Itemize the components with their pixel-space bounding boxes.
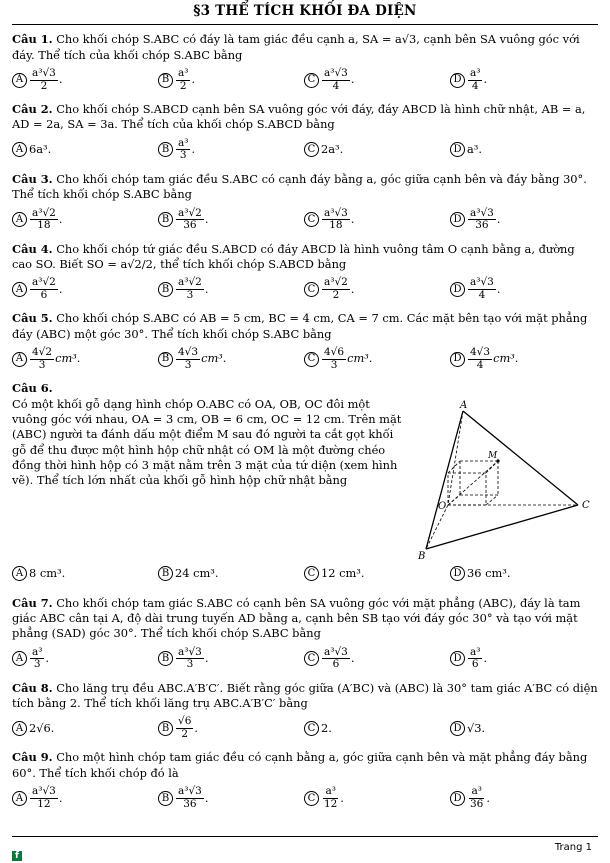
answer-option-a[interactable] <box>12 277 158 301</box>
answer-option-d[interactable] <box>450 566 596 581</box>
fraction-numerator: a³√2 <box>324 276 348 289</box>
option-value: 24 cm³. <box>175 565 219 580</box>
option-letter-circle: B <box>158 212 173 227</box>
answer-option-a[interactable] <box>12 142 158 157</box>
option-letter-circle: A <box>12 566 27 581</box>
question-9 <box>12 750 598 813</box>
fraction-numerator: a³√3 <box>470 276 494 289</box>
option-letter-circle: B <box>158 566 173 581</box>
option-suffix: . <box>496 281 501 296</box>
option-letter-circle: A <box>12 212 27 227</box>
question-body-with-figure <box>12 396 598 562</box>
question-head: Câu 5. <box>12 311 53 326</box>
option-suffix: . <box>58 211 63 226</box>
option-fraction <box>468 647 482 671</box>
question-8 <box>12 681 598 744</box>
option-suffix: . <box>204 281 209 296</box>
answer-options <box>12 783 598 813</box>
question-text: Cho khối chóp S.ABC có AB = 5 cm, BC = 4 cm, CA = 7 cm. Các mặt bên tạo với mặt phẳng đáy (ABC) một góc 30°. Thể tích khối chóp S.ABC bằng <box>12 311 588 341</box>
answer-option-b[interactable] <box>158 208 304 232</box>
fraction-numerator: a³ <box>178 66 189 79</box>
fraction-denominator: 12 <box>37 797 51 810</box>
option-suffix: cm³. <box>201 351 227 366</box>
fraction-denominator: 4 <box>476 358 484 371</box>
answer-option-a[interactable] <box>12 566 158 581</box>
answer-option-c[interactable] <box>304 68 450 92</box>
fraction-denominator: 36 <box>183 797 197 810</box>
question-head: Câu 1. <box>12 32 53 47</box>
fraction-denominator: 3 <box>186 288 194 301</box>
fraction-numerator: a³√3 <box>178 645 202 658</box>
fraction-denominator: 2 <box>179 79 187 92</box>
fraction-numerator: a³ <box>325 785 336 798</box>
fraction-denominator: 36 <box>475 219 489 232</box>
answer-options <box>12 135 598 165</box>
fraction-denominator: 3 <box>33 658 41 671</box>
fraction-denominator: 6 <box>471 658 479 671</box>
option-value: a³. <box>467 142 482 157</box>
option-value: 36 cm³. <box>467 565 511 580</box>
answer-options <box>12 65 598 95</box>
option-letter-circle: D <box>450 282 465 297</box>
fraction-numerator: a³√3 <box>324 66 348 79</box>
answer-option-c[interactable] <box>304 786 450 810</box>
fraction-numerator: a³√3 <box>178 785 202 798</box>
answer-option-a[interactable] <box>12 721 158 736</box>
option-letter-circle: D <box>450 142 465 157</box>
question-text: Cho khối chóp tứ giác đều S.ABCD có đáy ABCD là hình vuông tâm O cạnh bằng a, đường cao SO. Biết SO = a√2/2, thể tích khối chóp S.ABCD bằng <box>12 241 575 271</box>
answer-option-a[interactable] <box>12 786 158 810</box>
fraction-numerator: 4√2 <box>32 346 53 359</box>
fraction-denominator: 6 <box>332 658 340 671</box>
fraction-numerator: 4√3 <box>470 346 491 359</box>
question-stem <box>12 242 598 273</box>
answer-option-d[interactable] <box>450 277 596 301</box>
answer-option-b[interactable] <box>158 786 304 810</box>
question-4 <box>12 242 598 305</box>
figure-label-c: C <box>582 499 590 511</box>
option-fraction <box>176 208 204 232</box>
answer-option-c[interactable] <box>304 647 450 671</box>
option-letter-circle: A <box>12 142 27 157</box>
option-letter-circle: B <box>158 352 173 367</box>
question-head: Câu 2. <box>12 102 53 116</box>
option-suffix: . <box>58 72 63 87</box>
option-letter-circle: D <box>450 651 465 666</box>
option-fraction <box>176 138 190 162</box>
fraction-denominator: 2 <box>181 727 189 740</box>
question-text: Cho khối chóp tam giác đều S.ABC có cạnh đáy bằng a, góc giữa cạnh bên và đáy bằng 30°. Thể tích khối chóp S.ABC bằng <box>12 171 587 202</box>
option-letter-circle: C <box>304 566 319 581</box>
option-value: 12 cm³. <box>321 565 365 580</box>
fraction-numerator: a³ <box>470 645 481 658</box>
question-head: Câu 4. <box>12 241 53 256</box>
option-fraction <box>176 347 200 371</box>
answer-option-a[interactable] <box>12 68 158 92</box>
question-6 <box>12 381 598 588</box>
fraction-numerator: a³√3 <box>324 645 348 658</box>
option-suffix: . <box>486 790 490 805</box>
option-value: √3. <box>467 720 486 735</box>
option-fraction <box>322 68 350 92</box>
option-fraction <box>30 277 58 301</box>
answer-option-c[interactable] <box>304 277 450 301</box>
option-suffix: . <box>496 211 501 226</box>
option-letter-circle: A <box>12 791 27 806</box>
option-letter-circle: B <box>158 791 173 806</box>
fraction-numerator: a³√3 <box>324 206 348 219</box>
option-fraction <box>468 68 482 92</box>
page-number: Trang 1 <box>554 842 592 853</box>
option-letter-circle: D <box>450 73 465 88</box>
question-head: Câu 3. <box>12 171 53 186</box>
fraction-denominator: 18 <box>37 219 51 232</box>
option-suffix: . <box>58 790 63 805</box>
option-fraction <box>176 647 204 671</box>
option-fraction <box>30 786 58 810</box>
fraction-numerator: a³√3 <box>470 206 494 219</box>
fraction-numerator: a³ <box>178 136 189 149</box>
option-letter-circle: A <box>12 73 27 88</box>
option-suffix: . <box>194 720 198 735</box>
page-footer <box>12 836 598 861</box>
answer-option-d[interactable] <box>450 347 596 371</box>
answer-options <box>12 205 598 235</box>
option-suffix: . <box>191 72 196 87</box>
question-stem <box>12 102 598 133</box>
answer-options <box>12 644 598 674</box>
document-page <box>12 0 598 813</box>
option-fraction <box>468 347 492 371</box>
option-suffix: cm³. <box>347 351 373 366</box>
fraction-numerator: a³√3 <box>32 66 56 79</box>
option-fraction <box>468 786 485 810</box>
fraction-numerator: a³√3 <box>32 785 56 798</box>
option-letter-circle: D <box>450 721 465 736</box>
question-stem <box>12 172 598 203</box>
fraction-numerator: a³√2 <box>32 206 56 219</box>
answer-option-b[interactable] <box>158 647 304 671</box>
figure-container <box>408 397 598 562</box>
question-head: Câu 7. <box>12 595 53 610</box>
option-letter-circle: B <box>158 142 173 157</box>
question-text: Cho khối chóp tam giác S.ABC có cạnh bên SA vuông góc với mặt phẳng (ABC), đáy là tam giác ABC cân tại A, độ dài trung tuyến AD bằng a, cạnh bên SB tạo với đáy góc 30° và tạo với mặt phẳng (SAD) góc 30°. Thể tích khối chóp S.ABC bằng <box>12 595 581 641</box>
question-1 <box>12 32 598 95</box>
option-letter-circle: D <box>450 791 465 806</box>
question-7 <box>12 596 598 674</box>
answer-options <box>12 559 598 589</box>
option-fraction <box>176 786 204 810</box>
answer-option-d[interactable] <box>450 68 596 92</box>
question-text: Có một khối gỗ dạng hình chóp O.ABC có OA, OB, OC đôi một vuông góc với nhau, OA = 3 cm, OB = 6 cm, OC = 12 cm. Trên mặt (ABC) người ta đánh dấu một điểm M sau đó người ta cắt gọt khối gỗ để thu được một hình hộp chữ nhật có OM là một đường chéo đồng thời hình hộp có 3 mặt nằm trên 3 mặt của tứ diện (xem hình vẽ). Thể tích lớn nhất của khối gỗ hình hộp chữ nhật bằng <box>12 396 402 488</box>
question-head: Câu 8. <box>12 680 53 695</box>
option-value: 2a³. <box>321 142 344 157</box>
option-value: 2. <box>321 720 332 735</box>
fraction-denominator: 2 <box>332 288 340 301</box>
option-suffix: . <box>45 650 50 665</box>
fraction-denominator: 18 <box>329 219 343 232</box>
question-stem <box>12 681 598 712</box>
question-stem <box>12 750 598 781</box>
option-fraction <box>30 347 54 371</box>
answer-option-d[interactable] <box>450 786 596 810</box>
option-suffix: . <box>350 72 355 87</box>
answer-option-c[interactable] <box>304 721 450 736</box>
fraction-denominator: 3 <box>186 658 194 671</box>
option-suffix: . <box>204 790 209 805</box>
question-5 <box>12 311 598 374</box>
figure-label-a: A <box>460 399 468 411</box>
option-fraction <box>176 716 193 740</box>
answer-option-b[interactable] <box>158 138 304 162</box>
answer-option-d[interactable] <box>450 647 596 671</box>
answer-options <box>12 344 598 374</box>
question-3 <box>12 172 598 235</box>
figure-label-b: B <box>418 550 426 562</box>
option-letter-circle: B <box>158 651 173 666</box>
answer-option-d[interactable] <box>450 208 596 232</box>
fraction-numerator: a³√2 <box>178 206 202 219</box>
fraction-numerator: 4√3 <box>178 346 199 359</box>
question-list <box>12 32 598 813</box>
answer-option-d[interactable] <box>450 142 596 157</box>
option-suffix: cm³. <box>493 351 519 366</box>
option-fraction <box>30 68 58 92</box>
fraction-denominator: 4 <box>471 79 479 92</box>
page-title: §3 THỂ TÍCH KHỐI ĐA DIỆN <box>193 3 417 19</box>
answer-option-c[interactable] <box>304 347 450 371</box>
option-suffix: . <box>58 281 63 296</box>
fraction-denominator: 12 <box>324 797 338 810</box>
option-fraction <box>176 277 204 301</box>
fraction-numerator: a³√2 <box>178 276 202 289</box>
answer-option-b[interactable] <box>158 566 304 581</box>
option-letter-circle: C <box>304 73 319 88</box>
option-letter-circle: A <box>12 721 27 736</box>
question-stem <box>12 311 598 342</box>
fraction-denominator: 4 <box>332 79 340 92</box>
answer-options <box>12 274 598 304</box>
fraction-denominator: 3 <box>330 358 338 371</box>
fraction-denominator: 36 <box>470 797 484 810</box>
option-suffix: . <box>204 650 209 665</box>
question-stem <box>12 596 598 642</box>
question-text: Cho khối chóp S.ABCD cạnh bên SA vuông góc với đáy, đáy ABCD là hình chữ nhật, AB = a, AD = 2a, SA = 3a. Thể tích của khối chóp S.ABCD bằng <box>12 102 586 132</box>
answer-options <box>12 713 598 743</box>
option-fraction <box>468 208 496 232</box>
option-suffix: . <box>483 72 488 87</box>
answer-option-b[interactable] <box>158 277 304 301</box>
question-2 <box>12 102 598 165</box>
option-suffix: . <box>350 650 355 665</box>
option-suffix: . <box>204 211 209 226</box>
option-letter-circle: C <box>304 352 319 367</box>
tetrahedron-figure <box>408 397 598 562</box>
question-head: Câu 6. <box>12 381 53 396</box>
option-letter-circle: C <box>304 791 319 806</box>
fraction-denominator: 2 <box>40 79 48 92</box>
option-value: 8 cm³. <box>29 565 66 580</box>
option-fraction <box>176 68 190 92</box>
option-letter-circle: C <box>304 282 319 297</box>
option-letter-circle: B <box>158 282 173 297</box>
option-suffix: cm³. <box>55 351 81 366</box>
question-text: Cho khối chóp S.ABC có đáy là tam giác đều cạnh a, SA = a√3, cạnh bên SA vuông góc với đáy. Thể tích của khối chóp S.ABC bằng <box>12 32 580 62</box>
option-letter-circle: C <box>304 721 319 736</box>
option-fraction <box>468 277 496 301</box>
fraction-denominator: 3 <box>179 149 187 162</box>
answer-option-c[interactable] <box>304 566 450 581</box>
answer-option-c[interactable] <box>304 142 450 157</box>
fraction-denominator: 4 <box>478 288 486 301</box>
option-fraction <box>322 208 350 232</box>
option-letter-circle: C <box>304 142 319 157</box>
option-letter-circle: D <box>450 352 465 367</box>
answer-option-a[interactable] <box>12 647 158 671</box>
option-value: 2√6. <box>29 720 55 735</box>
fraction-numerator: √6 <box>178 715 192 728</box>
option-letter-circle: A <box>12 651 27 666</box>
answer-option-c[interactable] <box>304 208 450 232</box>
question-head: Câu 9. <box>12 750 53 765</box>
fraction-numerator: a³ <box>32 645 43 658</box>
figure-label-o: O <box>438 500 447 512</box>
option-fraction <box>322 786 339 810</box>
question-stem <box>12 32 598 63</box>
option-fraction <box>30 647 44 671</box>
option-letter-circle: C <box>304 651 319 666</box>
fraction-denominator: 6 <box>40 288 48 301</box>
fraction-denominator: 3 <box>38 358 46 371</box>
question-text: Cho lăng trụ đều ABC.A′B′C′. Biết rằng góc giữa (A′BC) và (ABC) là 30° tam giác A′BC có diện tích bằng 2. Thể tích khối lăng trụ ABC.A′B′C′ bằng <box>12 680 598 711</box>
fraction-numerator: a³ <box>471 785 482 798</box>
option-letter-circle: A <box>12 282 27 297</box>
title-divider <box>12 24 598 25</box>
facebook-icon[interactable]: f <box>12 851 22 861</box>
fraction-numerator: a³ <box>470 66 481 79</box>
answer-option-d[interactable] <box>450 721 596 736</box>
option-letter-circle: B <box>158 721 173 736</box>
answer-option-b[interactable] <box>158 347 304 371</box>
fraction-denominator: 3 <box>184 358 192 371</box>
option-letter-circle: A <box>12 352 27 367</box>
answer-option-b[interactable] <box>158 68 304 92</box>
option-letter-circle: D <box>450 566 465 581</box>
option-suffix: . <box>340 790 344 805</box>
fraction-denominator: 36 <box>183 219 197 232</box>
option-value: 6a³. <box>29 142 52 157</box>
figure-label-m: M <box>488 450 498 461</box>
option-letter-circle: B <box>158 73 173 88</box>
option-fraction <box>322 277 350 301</box>
answer-option-b[interactable] <box>158 716 304 740</box>
option-suffix: . <box>191 142 196 157</box>
option-fraction <box>322 347 346 371</box>
question-text: Cho một hình chóp tam giác đều có cạnh bằng a, góc giữa cạnh bên và mặt phẳng đáy bằng 60°. Thể tích khối chóp đó là <box>12 750 588 780</box>
option-fraction <box>30 208 58 232</box>
option-letter-circle: C <box>304 212 319 227</box>
option-suffix: . <box>483 650 488 665</box>
option-letter-circle: D <box>450 212 465 227</box>
fraction-numerator: a³√2 <box>32 276 56 289</box>
option-fraction <box>322 647 350 671</box>
answer-option-a[interactable] <box>12 347 158 371</box>
answer-option-a[interactable] <box>12 208 158 232</box>
option-suffix: . <box>350 211 355 226</box>
option-suffix: . <box>350 281 355 296</box>
fraction-numerator: 4√6 <box>324 346 345 359</box>
